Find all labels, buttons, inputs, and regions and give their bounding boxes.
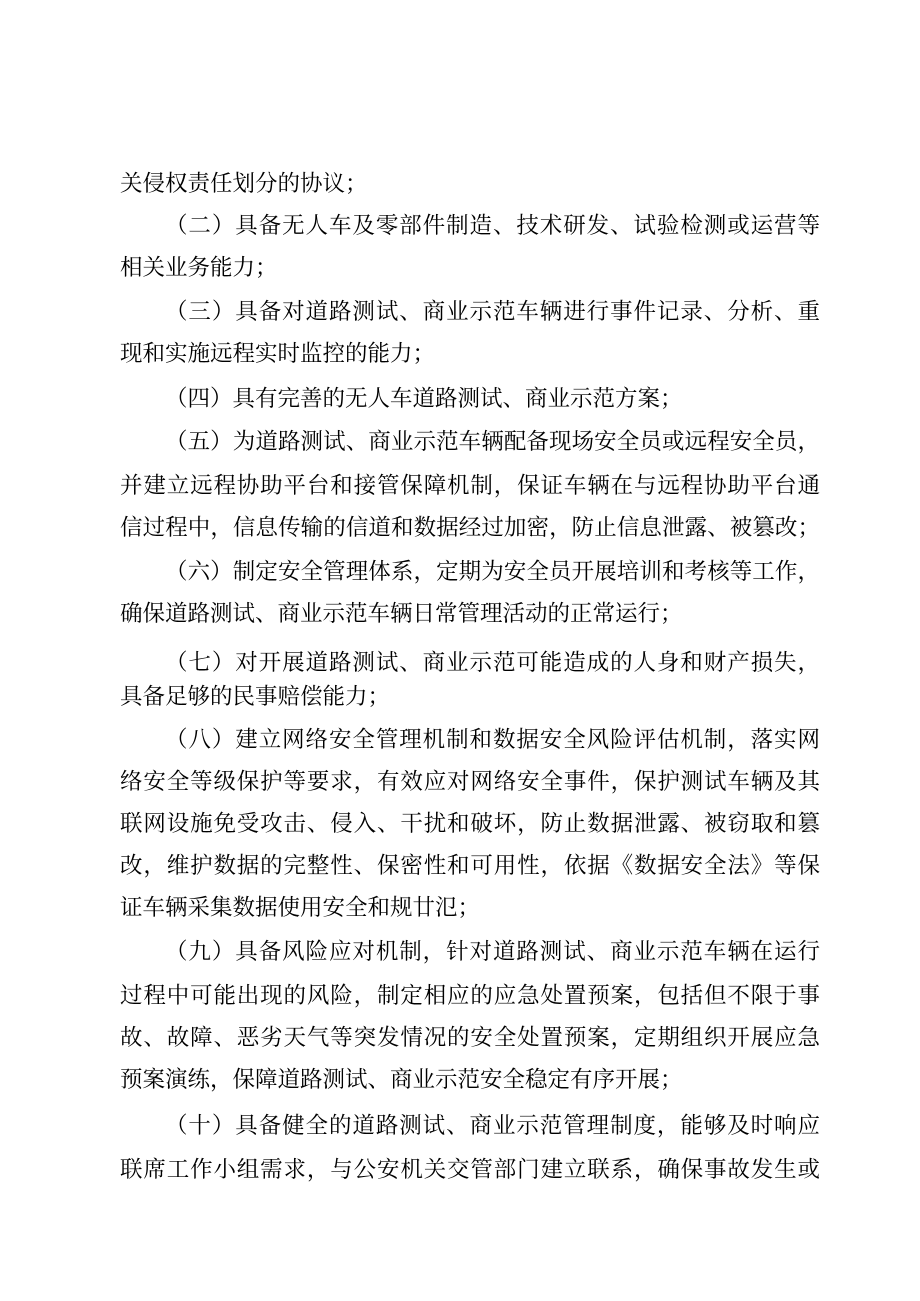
body-text-line: 确保道路测试、商业示范车辆日常管理活动的正常运行； <box>120 601 683 627</box>
body-text-line: 具备足够的民事赔偿能力； <box>120 684 391 710</box>
clause-7-line: （七）对开展道路测试、商业示范可能造成的人身和财产损失， <box>165 650 820 676</box>
clause-3-line: （三）具备对道路测试、商业示范车辆进行事件记录、分析、重 <box>165 299 820 325</box>
body-text-line: 信过程中，信息传输的信道和数据经过加密，防止信息泄露、被篡改； <box>120 515 820 541</box>
body-text-line: 相关业务能力； <box>120 255 278 281</box>
body-text-line: 联席工作小组需求，与公安机关交管部门建立联系，确保事故发生或 <box>120 1157 820 1183</box>
clause-10-line: （十）具备健全的道路测试、商业示范管理制度，能够及时响应 <box>165 1113 820 1139</box>
body-text-line: 联网设施免受攻击、侵入、干扰和破坏，防止数据泄露、被窃取和篡 <box>120 811 820 837</box>
clause-8-line: （八）建立网络安全管理机制和数据安全风险评估机制，落实网 <box>165 727 820 753</box>
body-text-line: 络安全等级保护等要求，有效应对网络安全事件，保护测试车辆及其 <box>120 769 820 795</box>
clause-6-line: （六）制定安全管理体系，定期为安全员开展培训和考核等工作， <box>165 559 820 585</box>
body-text-line: 关侵权责任划分的协议； <box>120 171 368 197</box>
body-text-line: 故、故障、恶劣天气等突发情况的安全处置预案，定期组织开展应急 <box>120 1025 820 1051</box>
clause-9-line: （九）具备风险应对机制，针对道路测试、商业示范车辆在运行 <box>165 939 820 965</box>
clause-4-line: （四）具有完善的无人车道路测试、商业示范方案； <box>165 386 683 412</box>
body-text-line: 过程中可能出现的风险，制定相应的应急处置预案，包括但不限于事 <box>120 983 820 1009</box>
body-text-line: 预案演练，保障道路测试、商业示范安全稳定有序开展； <box>120 1067 683 1093</box>
body-text-line: 现和实施远程实时监控的能力； <box>120 341 436 367</box>
body-text-line: 证车辆采集数据使用安全和规廿氾； <box>120 895 481 921</box>
clause-5-line: （五）为道路测试、商业示范车辆配备现场安全员或远程安全员， <box>165 429 820 455</box>
body-text-line: 改，维护数据的完整性、保密性和可用性，依据《数据安全法》等保 <box>120 853 820 879</box>
clause-2-line: （二）具备无人车及零部件制造、技术研发、试验检测或运营等 <box>165 213 820 239</box>
body-text-line: 并建立远程协助平台和接管保障机制，保证车辆在与远程协助平台通 <box>120 473 820 499</box>
